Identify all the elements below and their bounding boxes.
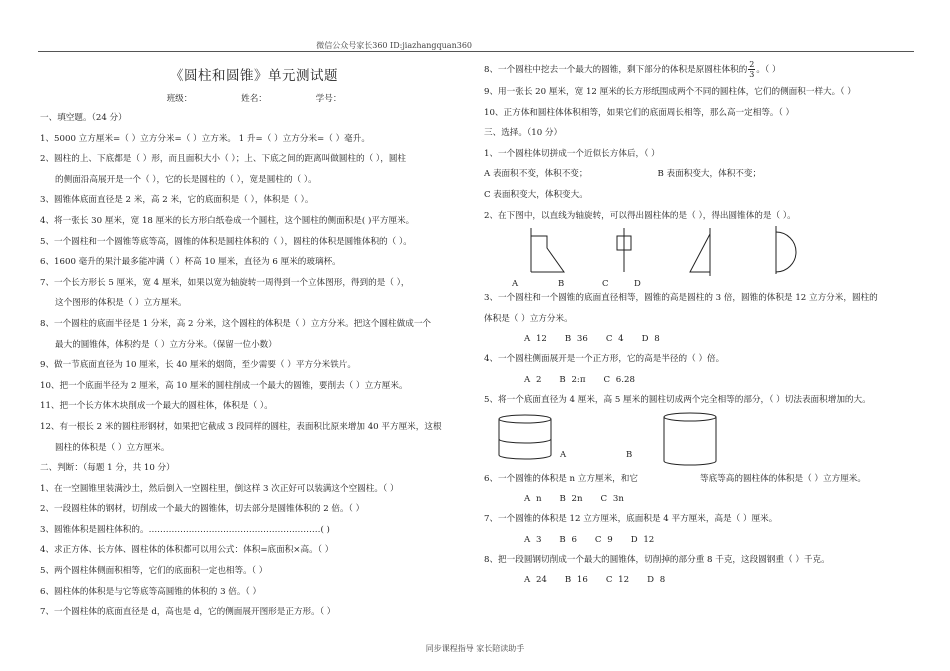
fill-q5: 5、一个圆柱和一个圆锥等底等高，圆锥的体积是圆柱体积的（ ），圆柱的体积是圆锥体积的（ ）。 [40, 236, 412, 247]
choice-q8-options: A 24 B 16 C 12 D 8 [524, 575, 666, 586]
judge-q10: 10、正方体和圆柱体体积相等，如果它们的底面周长相等，那么高一定相等。（ ） [484, 107, 795, 118]
judge-q7: 7、一个圆柱体的底面直径是 d，高也是 d，它的侧面展开图形是正方形。（ ） [40, 607, 336, 618]
choice-q4: 4、一个圆柱侧面展开是一个正方形，它的高是半径的（ ）倍。 [484, 354, 725, 365]
choice-q3: 3、一个圆柱和一个圆锥的底面直径相等，圆锥的高是圆柱的 3 倍，圆锥的体积是 12 立方分米，圆柱的 [484, 293, 878, 304]
fill-q9: 9、做一节底面直径为 10 厘米，长 40 厘米的烟筒，至少需要（ ）平方分米铁片。 [40, 360, 356, 371]
fill-q8: 8、一个圆柱的底面半径是 1 分米，高 2 分米，这个圆柱的体积是（ ）立方分米。把这个圆柱做成一个 [40, 318, 432, 329]
choice-q7: 7、一个圆锥的体积是 12 立方厘米，底面积是 4 平方厘米，高是（ ）厘米。 [484, 514, 778, 525]
figure-b [617, 228, 631, 272]
judge-q8: 8、一个圆柱中挖去一个最大的圆锥，剩下部分的体积是原圆柱体积的 $\frac{2}{3}$ 。（ ） [484, 60, 781, 79]
cylinder-b [664, 413, 716, 465]
choice-q5: 5、将一个底面直径为 4 厘米，高 5 厘米的圆柱切成两个完全相等的部分，（ ）切法表面积增加的大。 [484, 394, 871, 405]
choice-q1-option-c: C 表面积变大，体积变大。 [484, 189, 588, 200]
choice-q4-options: A 2 B 2:π C 6.28 [524, 374, 635, 385]
fill-q12: 12、有一根长 2 米的圆柱形钢材，如果把它截成 3 段同样的圆柱，表面积比原来增加 40 平方厘米，这根 [40, 421, 442, 432]
cylinder-figures [484, 411, 912, 469]
cylinder-a [499, 415, 551, 459]
choice-q2: 2、在下图中，以直线为轴旋转，可以得出圆柱体的是（ ），得出圆锥体的是（ ）。 [484, 210, 796, 221]
fill-q10: 10、把一个底面半径为 2 厘米，高 10 厘米的圆柱削成一个最大的圆锥，要削去（ ）立方厘米。 [40, 380, 408, 391]
section3-heading: 三、选择。（10 分） [484, 128, 563, 139]
figure-label-d: D [634, 279, 641, 289]
choice-q6-options: A n B 2n C 3n [524, 494, 624, 505]
fill-q4: 4、将一张长 30 厘米，宽 18 厘米的长方形白纸卷成一个圆柱，这个圆柱的侧面积是( )平方厘米。 [40, 215, 415, 226]
figure-label-a: A [512, 279, 519, 289]
fill-q2-cont: 的侧面沿高展开是一个（ ），它的长是圆柱的（ ），宽是圆柱的（ ）。 [55, 174, 317, 185]
number-label: 学号： [315, 94, 342, 104]
header-rule [38, 51, 914, 52]
fill-q7-cont: 这个图形的体积是（ ）立方厘米。 [55, 298, 187, 309]
page-footer: 同步课程指导 家长陪读助手 [425, 644, 525, 653]
fill-q11: 11、把一个长方体木块削成一个最大的圆柱体，体积是（ ）。 [40, 401, 273, 412]
fill-q8-cont: 最大的圆锥体，体积约是（ ）立方分米。（保留一位小数） [55, 339, 277, 350]
choice-q7-options: A 3 B 6 C 9 D 12 [524, 534, 655, 545]
rotation-figures [484, 226, 912, 288]
cylinder-label-b: B [626, 449, 633, 460]
fill-q1: 1、5000 立方厘米=（ ）立方分米=（ ）立方米。 1 升=（ ）立方分米=（ ）毫升。 [40, 133, 370, 144]
name-label: 姓名： [241, 94, 267, 104]
choice-q8: 8、把一段圆钢切削成一个最大的圆锥体，切削掉的部分重 8 千克，这段圆钢重（ ）千克。 [484, 554, 830, 565]
cylinder-label-a: A [560, 449, 567, 460]
fraction-two-thirds: $\frac{2}{3}$ [749, 60, 755, 79]
fill-q7: 7、一个长方形长 5 厘米，宽 4 厘米，如果以宽为轴旋转一周得到一个立体图形，得到的是（ ）， [40, 277, 410, 288]
judge-q3: 3、圆锥体积是圆柱体积的。……………………………………………………( ) [40, 524, 330, 535]
fill-q12-cont: 圆柱的体积是（ ）立方厘米。 [55, 442, 170, 453]
right-column [484, 58, 912, 590]
choice-q3-options: A 12 B 36 C 4 D 8 [524, 334, 660, 345]
student-info [40, 92, 468, 104]
fill-q3: 3、圆锥体底面直径是 2 米，高 2 米，它的底面积是（ ），体积是（ ）。 [40, 195, 314, 206]
figure-c [690, 228, 710, 276]
judge-q4: 4、求正方体、长方体、圆柱体的体积都可以用公式：体积=底面积×高。（ ） [40, 545, 334, 556]
judge-q5: 5、两个圆柱体侧面积相等，它们的底面积一定也相等。（ ） [40, 566, 268, 577]
fill-q2: 2、圆柱的上、下底都是（ ）形，而且面积大小（ ）；上、下底之间的距离叫做圆柱的（ ），圆柱 [40, 154, 407, 165]
figure-a [531, 228, 564, 272]
judge-q2: 2、一段圆柱体的钢材，切削成一个最大的圆锥体，切去部分是圆锥体积的 2 倍。（ ） [40, 504, 365, 515]
choice-q3-cont: 体积是（ ）立方分米。 [484, 313, 573, 324]
figure-label-c: C [602, 279, 609, 289]
judge-q6: 6、圆柱体的体积是与它等底等高圆锥的体积的 3 倍。（ ） [40, 586, 262, 597]
choice-q1-options-ab: A 表面积不变，体积不变； B 表面积变大，体积不变； [484, 169, 762, 180]
class-label: 班级： [166, 94, 193, 104]
header-watermark: 微信公众号家长360 ID:jiazhangquan360 [316, 41, 472, 50]
judge-q1: 1、在一空圆锥里装满沙土，然后倒入一空圆柱里，倒这样 3 次正好可以装满这个空圆柱。（ ） [40, 483, 399, 494]
judge-q9: 9、用一张长 20 厘米，宽 12 厘米的长方形纸围成两个不同的圆柱体，它们的侧面积一样大。（ ） [484, 87, 856, 97]
choice-q6: 6、一个圆锥的体积是 n 立方厘米，和它 等底等高的圆柱体的体积是（ ）立方厘米。 [484, 473, 866, 484]
figure-d [776, 226, 796, 274]
left-column [40, 58, 468, 623]
choice-q1: 1、一个圆柱体切拼成一个近似长方体后，（ ） [484, 148, 660, 159]
fill-q6: 6、1600 毫升的果汁最多能冲满（ ）杯高 10 厘米，直径为 6 厘米的玻璃杯。 [40, 257, 341, 268]
figure-label-b: B [558, 279, 565, 289]
section1-heading: 一、填空题。（24 分） [40, 113, 127, 123]
section2-heading: 二、判断：（每题 1 分，共 10 分） [40, 463, 175, 474]
page-title: 《圆柱和圆锥》单元测试题 [170, 68, 338, 84]
